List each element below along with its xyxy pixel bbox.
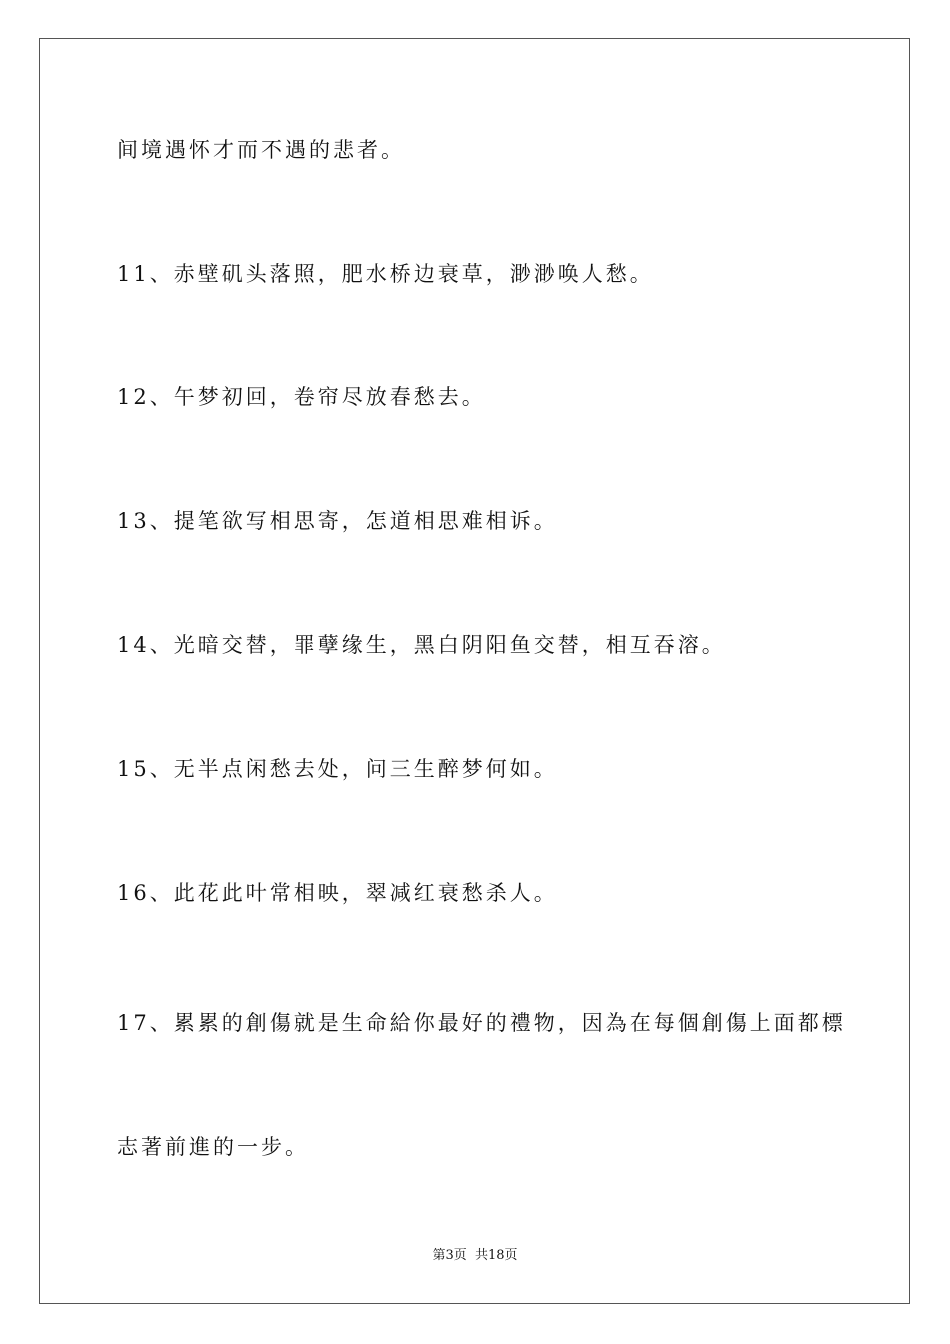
text-line: 11、赤壁矶头落照，肥水桥边衰草，渺渺唤人愁。 (117, 262, 654, 286)
page-number: 第3页 (432, 1248, 467, 1263)
text-line: 12、午梦初回，卷帘尽放春愁去。 (117, 385, 486, 409)
text-line: 15、无半点闲愁去处，问三生醉梦何如。 (117, 757, 558, 781)
text-line: 13、提笔欲写相思寄，怎道相思难相诉。 (117, 509, 558, 533)
page-border (39, 38, 910, 1304)
text-line: 间境遇怀才而不遇的悲者。 (117, 138, 405, 162)
text-line: 16、此花此叶常相映，翠减红衰愁杀人。 (117, 881, 558, 905)
text-line: 17、累累的創傷就是生命給你最好的禮物，因為在每個創傷上面都標 (117, 1011, 846, 1035)
text-line: 14、光暗交替，罪孽缘生，黑白阴阳鱼交替，相互吞溶。 (117, 633, 726, 657)
page-total: 共18页 (474, 1248, 518, 1263)
text-line: 志著前進的一步。 (117, 1135, 309, 1159)
page-footer (0, 1247, 950, 1265)
